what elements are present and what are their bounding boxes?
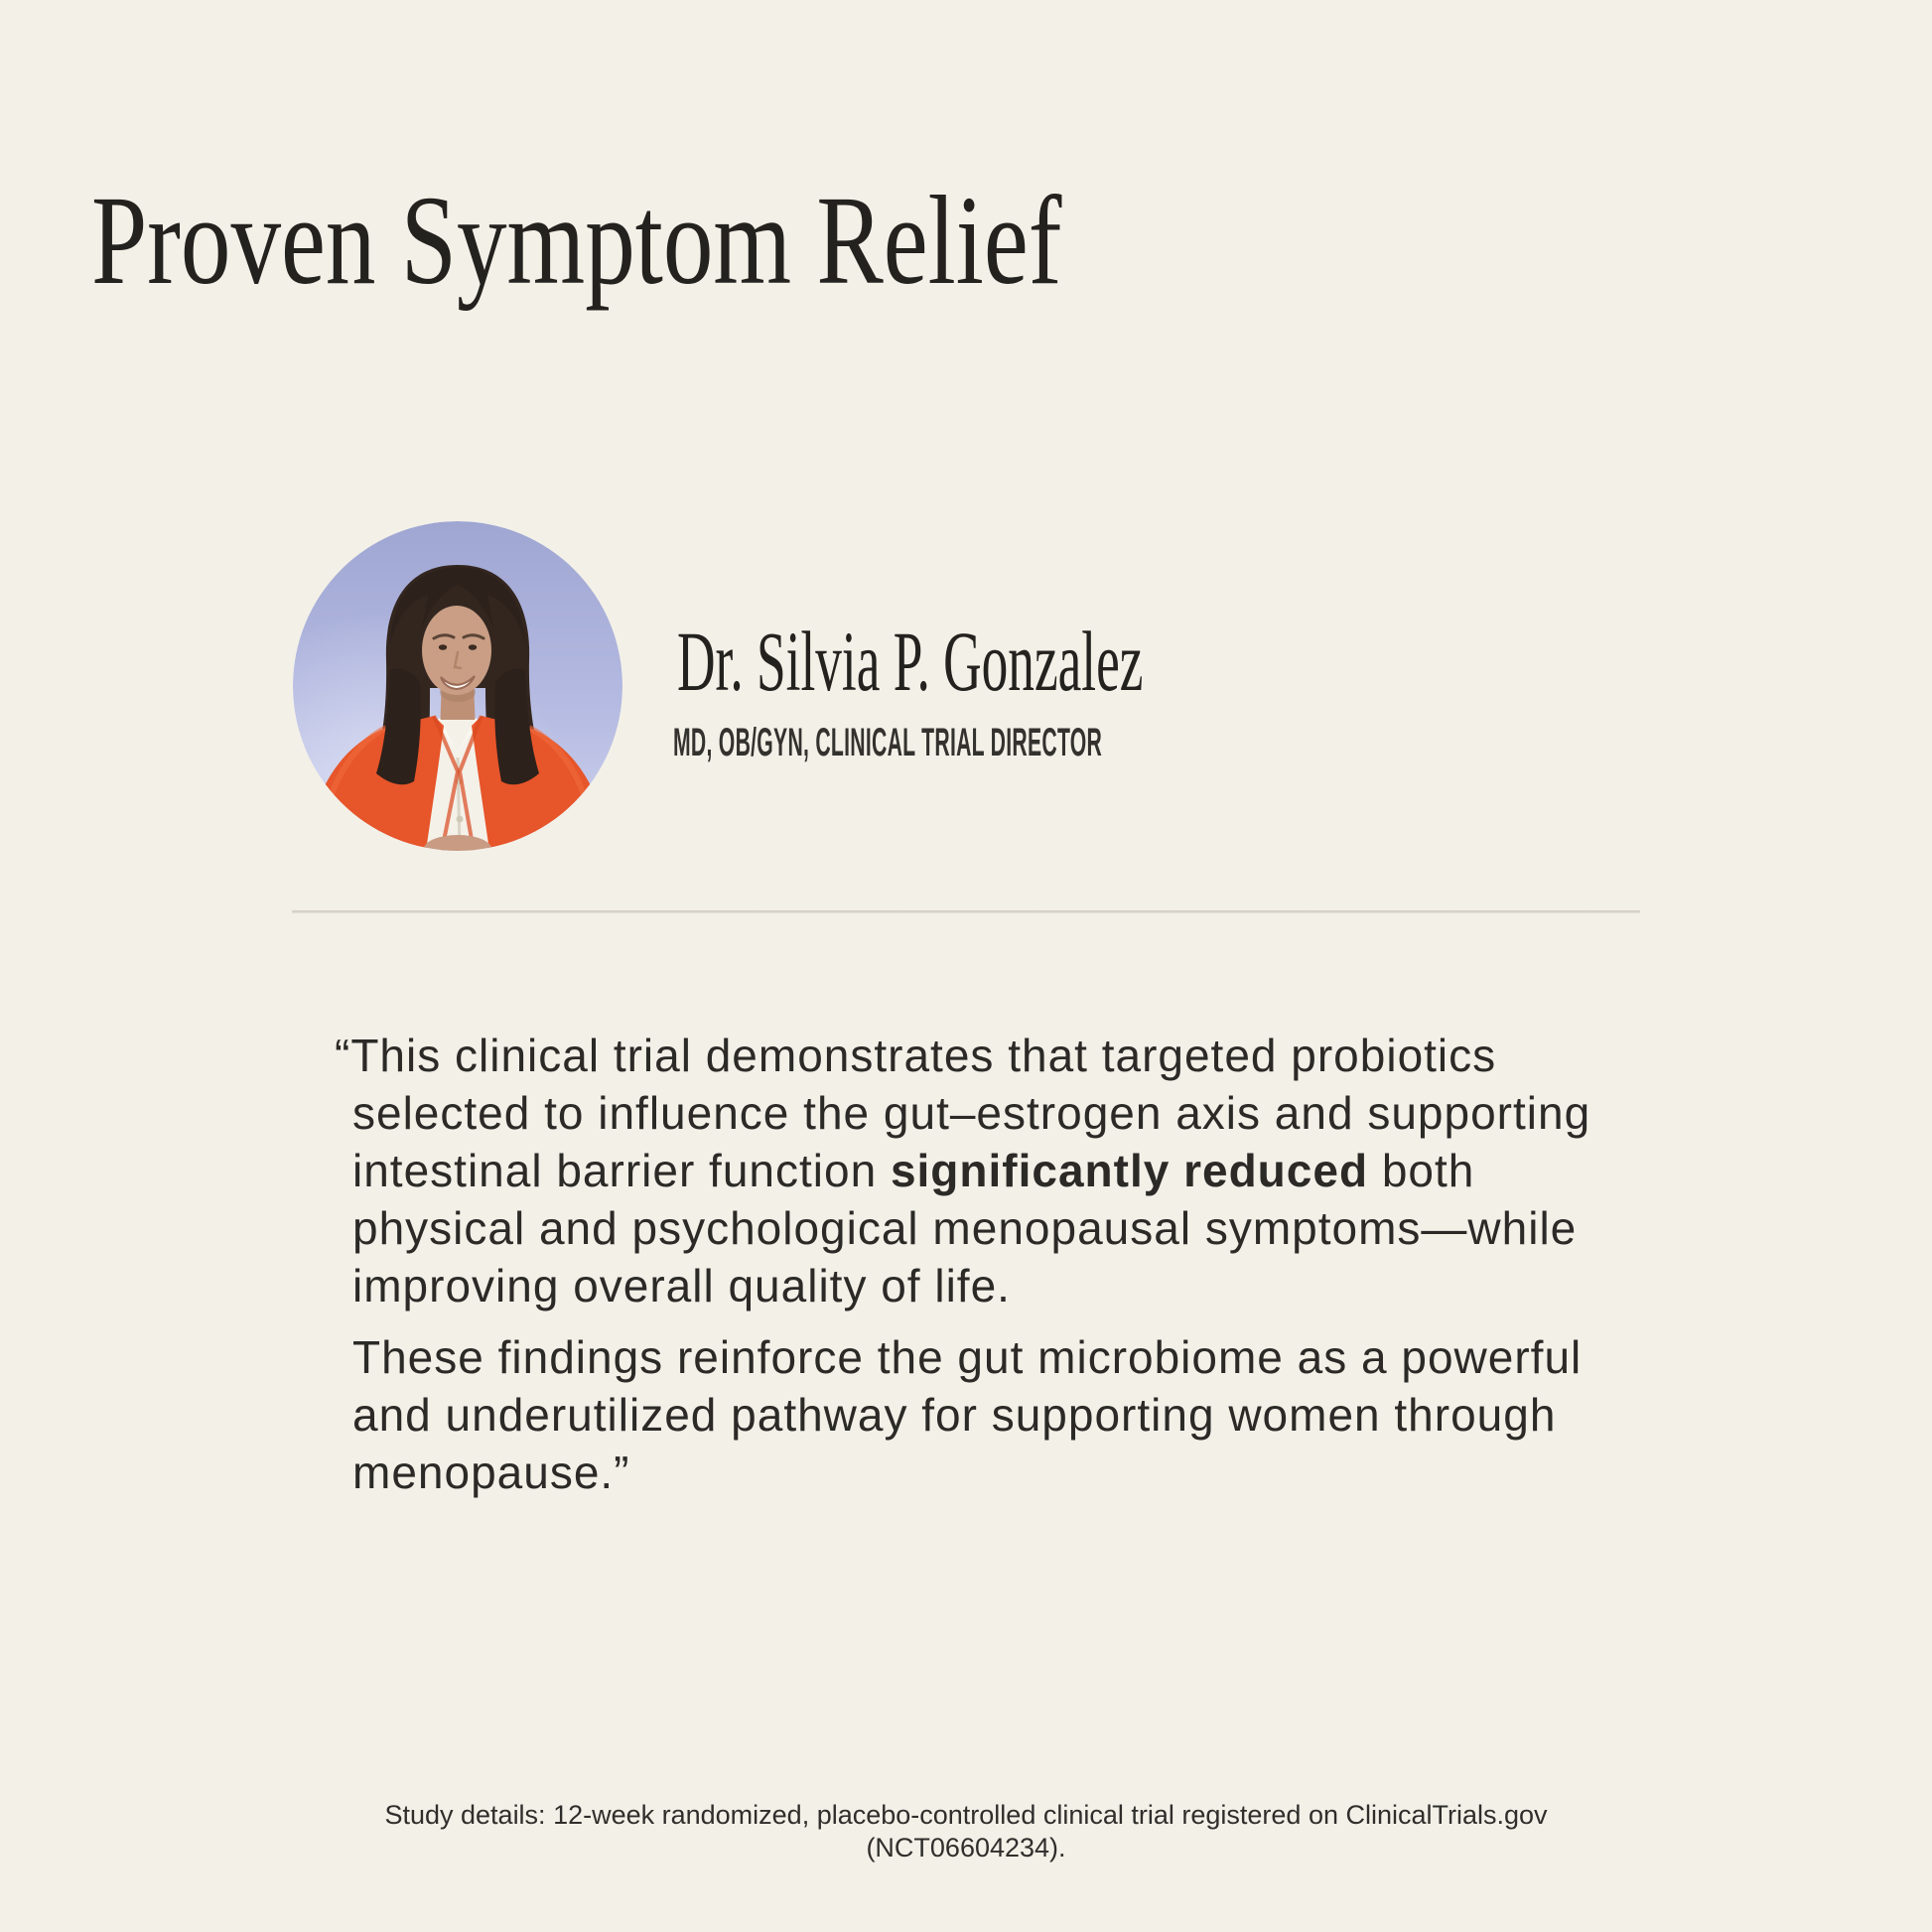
testimonial-quote <box>335 1027 1623 1501</box>
section-divider <box>292 910 1640 913</box>
doctor-portrait-illustration <box>293 521 622 851</box>
doctor-portrait <box>293 521 622 851</box>
face <box>422 606 491 695</box>
quote-paragraph-1-post: both physical and psychological menopausal symptoms—while improving overall quality of life. <box>352 1145 1578 1311</box>
quote-paragraph-1-pre: “This clinical trial demonstrates that targeted probiotics selected to influence the gut–estrogen axis and supporting intestinal barrier function <box>335 1030 1591 1196</box>
quote-emphasis: significantly reduced <box>890 1145 1369 1196</box>
doctor-credentials: MD, OB/GYN, CLINICAL TRIAL DIRECTOR <box>673 721 1103 764</box>
quote-paragraph-1 <box>335 1027 1623 1314</box>
page-title: Proven Symptom Relief <box>91 169 1062 311</box>
study-details-text: Study details: 12-week randomized, placebo-controlled clinical trial registered on ClinicalTrials.gov (NCT06604234). <box>384 1800 1548 1863</box>
doctor-name: Dr. Silvia P. Gonzalez <box>677 614 1144 709</box>
quote-paragraph-2: These findings reinforce the gut microbiome as a powerful and underutilized pathway for supporting women through menopause.” <box>352 1331 1583 1498</box>
study-details <box>0 1799 1932 1864</box>
